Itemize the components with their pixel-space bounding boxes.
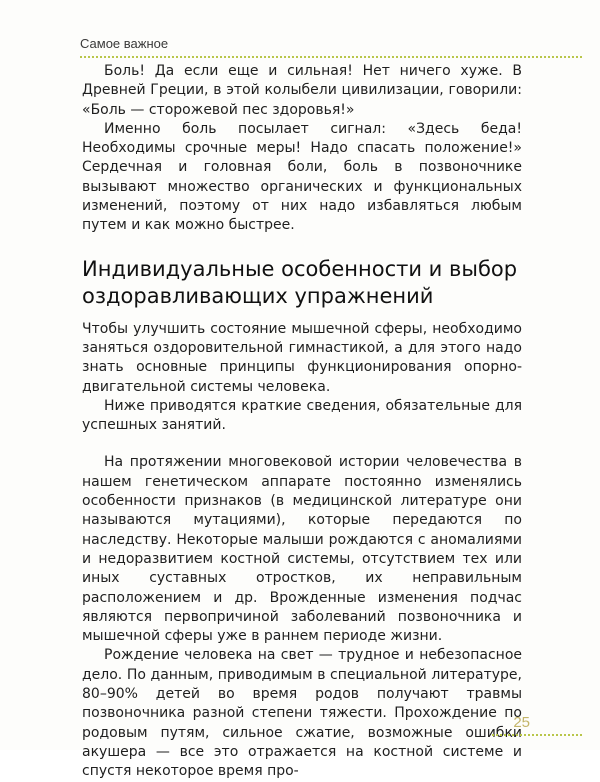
header-dotted-rule — [80, 56, 582, 58]
page-content — [82, 62, 522, 782]
paragraph: Боль! Да если еще и сильная! Нет ничего хуже. В Древней Греции, в этой колыбели цивилизации, говорили: «Боль — сторожевой пес здоровья!» — [82, 63, 522, 118]
paragraph: Ниже приводятся краткие сведения, обязательные для успешных занятий. — [82, 397, 522, 434]
paragraph: Рождение человека на свет — трудное и небезопасное дело. По данным, приводимым в специальной литературе, 80–90% детей во время родов получают травмы позвоночника разной степени тяжести. Прохождение по родовым путям, сильное сжатие, возможные ошибки акушера — все это отражается на костной системе и спустя некоторое время про- — [82, 647, 522, 780]
footer-dotted-rule — [492, 734, 582, 736]
paragraph: Именно боль посылает сигнал: «Здесь беда! Необходимы срочные меры! Надо спасать положение!» Сердечная и головная боли, боль в позвоночнике вызывают множество органических и функциональных изменений, поэтому от них надо избавляться любым путем и как можно быстрее. — [82, 120, 522, 234]
page-number: 25 — [513, 714, 530, 731]
paragraph: На протяжении многовековой истории человечества в нашем генетическом аппарате постоянно изменялись особенности признаков (в медицинской литературе они называются мутациями), которые передаются по наследству. Некоторые малыши рождаются с аномалиями и недоразвитием костной системы, отсутствием тех или иных суставных отростков, их неправильным расположением и др. Врожденные изменения подчас являются первопричиной заболеваний позвоночника и мышечной сферы уже в раннем периоде жизни. — [82, 454, 522, 645]
running-header: Самое важное — [80, 36, 169, 51]
paragraph-gap — [82, 435, 522, 453]
paragraph: Чтобы улучшить состояние мышечной сферы, необходимо заняться оздоровительной гимнастикой, а для этого надо знать основные принципы функционирования опорно-двигательной системы человека. — [82, 320, 522, 395]
section-heading: Индивидуальные особенности и выбор оздоравливающих упражнений — [82, 256, 518, 308]
